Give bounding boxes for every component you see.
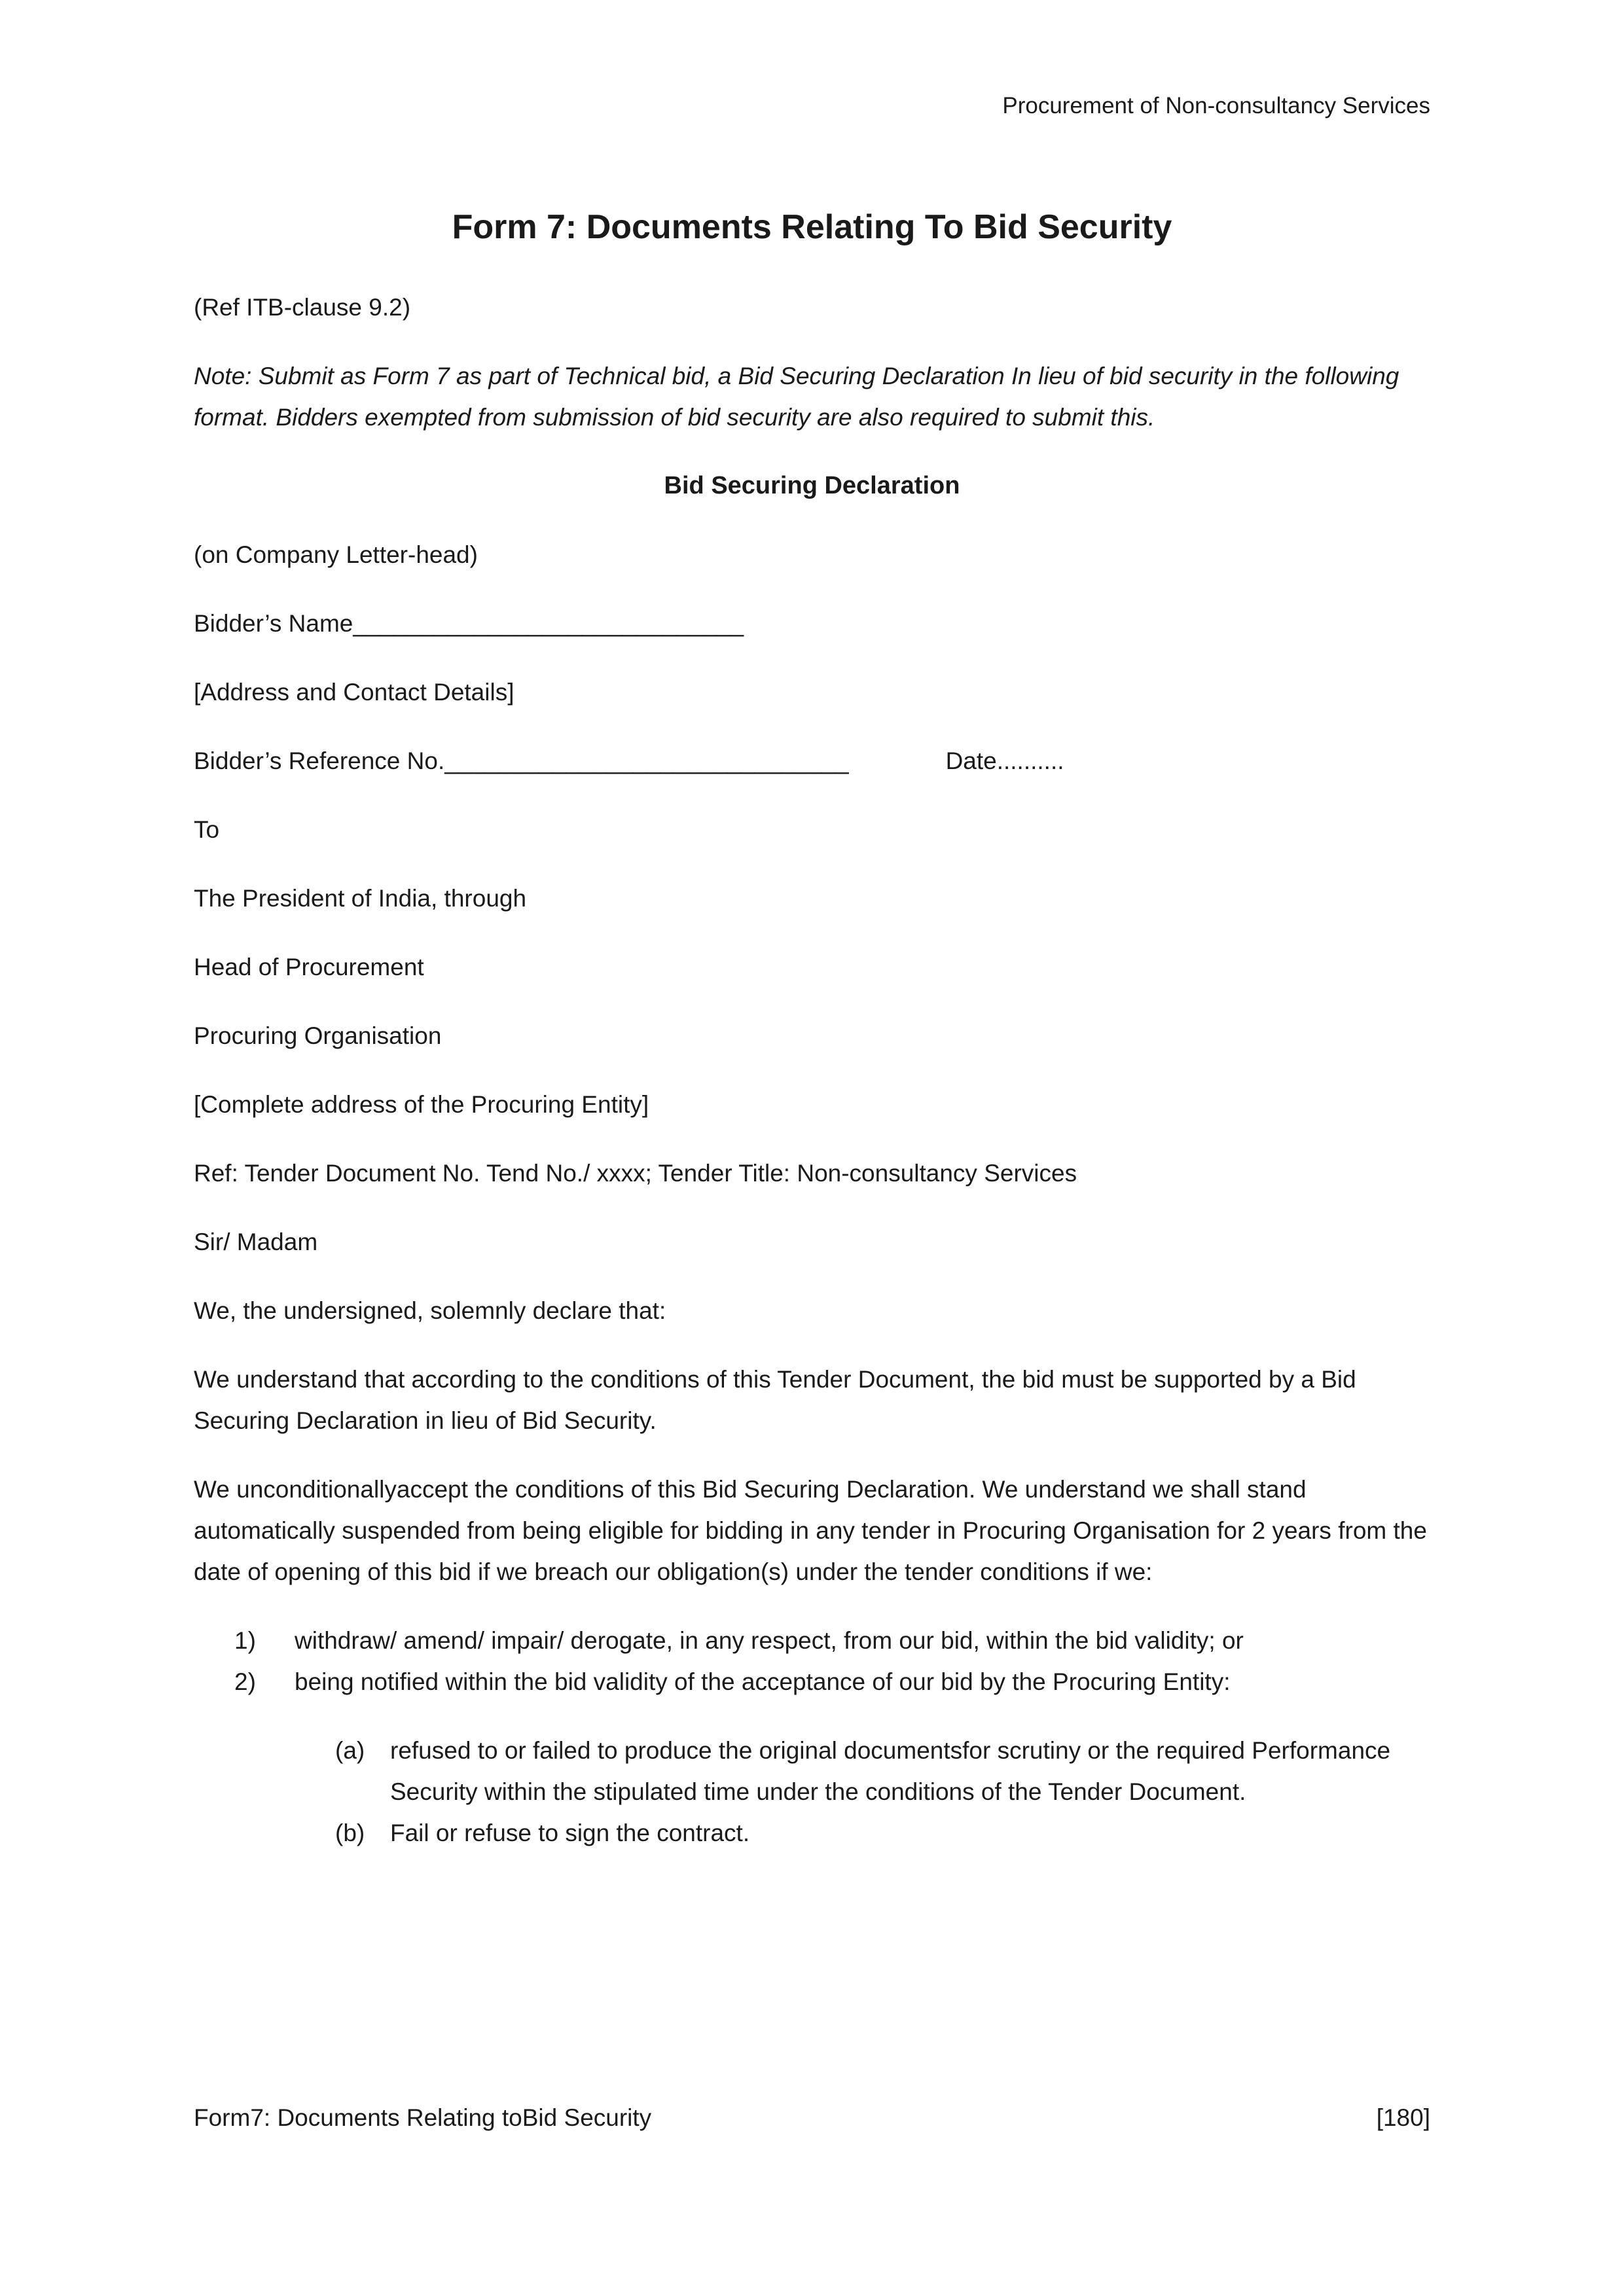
footer-page-number: [180] — [1376, 2104, 1430, 2131]
addressee-line-3: Procuring Organisation — [194, 1022, 442, 1049]
tender-ref-line: Ref: Tender Document No. Tend No./ xxxx; Tender Title: Non-consultancy Services — [194, 1160, 1077, 1187]
list-item-marker: (a) — [335, 1737, 365, 1764]
date-line: Date.......... — [945, 747, 1064, 774]
list-item-text: refused to or failed to produce the original documentsfor scrutiny or the required Performance Security within the stipulated time under the conditions of the Tender Document. — [390, 1737, 1391, 1805]
list-item-text: Fail or refuse to sign the contract. — [390, 1820, 750, 1846]
page-title: Form 7: Documents Relating To Bid Security — [452, 208, 1172, 246]
declaration-intro: We, the undersigned, solemnly declare that: — [194, 1297, 666, 1324]
section-subtitle: Bid Securing Declaration — [664, 472, 960, 499]
list-item — [335, 1730, 1430, 1812]
note-paragraph: Note: Submit as Form 7 as part of Technical bid, a Bid Securing Declaration In lieu of bid security in the following format. Bidders exempted from submission of bid security are also required to submit this. — [194, 363, 1399, 431]
ref-clause: (Ref ITB-clause 9.2) — [194, 294, 411, 321]
list-item — [335, 1812, 1430, 1854]
letterhead-note: (on Company Letter-head) — [194, 541, 478, 568]
page-content — [194, 92, 1430, 1854]
page-footer — [194, 2102, 1430, 2134]
list-item-text: being notified within the bid validity of the acceptance of our bid by the Procuring Entity: — [295, 1668, 1231, 1695]
salutation: Sir/ Madam — [194, 1229, 318, 1255]
addressee-line-2: Head of Procurement — [194, 954, 424, 980]
list-item — [234, 1661, 1430, 1702]
running-header: Procurement of Non-consultancy Services — [1002, 93, 1430, 118]
bidder-name-line: Bidder’s Name_____________________________ — [194, 610, 744, 637]
list-item — [234, 1620, 1430, 1661]
addressee-line-1: The President of India, through — [194, 885, 527, 912]
footer-title: Form7: Documents Relating toBid Security — [194, 2104, 652, 2131]
list-item-marker: 2) — [234, 1668, 256, 1695]
reference-date-row — [194, 740, 1430, 781]
reference-no-line: Bidder’s Reference No.______________________________ — [194, 747, 849, 774]
to-label: To — [194, 816, 220, 843]
sub-conditions-list — [335, 1730, 1430, 1854]
address-line: [Address and Contact Details] — [194, 679, 514, 706]
paragraph-accept: We unconditionallyaccept the conditions of this Bid Securing Declaration. We understand we shall stand automatically suspended from being eligible for bidding in any tender in Procuring Organisation for 2 years from the date of opening of this bid if we breach our obligation(s) under the tender conditions if we: — [194, 1476, 1427, 1585]
list-item-marker: 1) — [234, 1627, 256, 1654]
addressee-line-4: [Complete address of the Procuring Entity] — [194, 1091, 649, 1118]
paragraph-understand: We understand that according to the conditions of this Tender Document, the bid must be supported by a Bid Securing Declaration in lieu of Bid Security. — [194, 1366, 1356, 1434]
list-item-text: withdraw/ amend/ impair/ derogate, in any respect, from our bid, within the bid validity; or — [295, 1627, 1244, 1654]
list-item-marker: (b) — [335, 1820, 365, 1846]
conditions-list — [234, 1620, 1430, 1854]
